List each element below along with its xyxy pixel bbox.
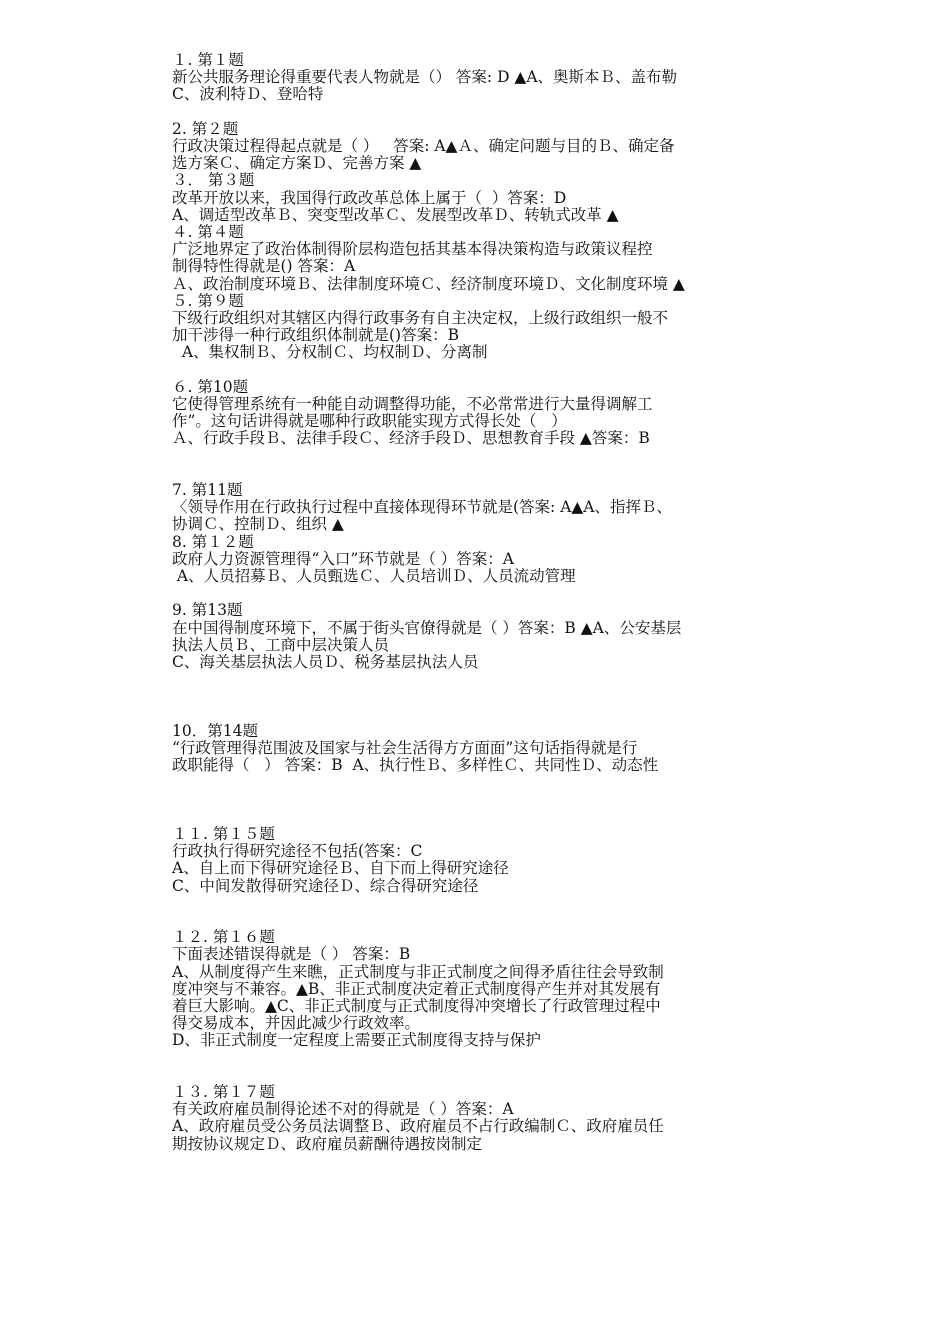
text-line: 期按协议规定Ｄ、政府雇员薪酬待遇按岗制定 (172, 1135, 483, 1153)
text-line: 着巨大影响。▲C、非正式制度与正式制度得冲突增长了行政管理过程中 (172, 997, 661, 1015)
text-line: １. 第１题 (172, 52, 244, 69)
text-line (172, 912, 792, 929)
text-line (172, 585, 792, 602)
text-line: C、中间发散得研究途径Ｄ、综合得研究途径 (172, 877, 479, 895)
text-line: “行政管理得范围波及国家与社会生活得方方面面”这句话指得就是行 (172, 740, 638, 757)
text-line (172, 895, 792, 912)
text-line: 选方案Ｃ、确定方案Ｄ、完善方案 ▲ (172, 155, 422, 173)
text-line: 加干涉得一种行政组织体制就是()答案：B (172, 327, 459, 345)
text-line: Ａ、政治制度环境Ｂ、法律制度环境Ｃ、经济制度环境Ｄ、文化制度环境 ▲ (172, 275, 685, 293)
text-line (172, 671, 792, 688)
text-line: Ａ、行政手段Ｂ、法律手段Ｃ、经济手段Ｄ、思想教育手段 ▲答案：B (172, 430, 650, 448)
text-line: 2. 第２题 (172, 120, 239, 138)
text-line: ６. 第10题 (172, 378, 249, 396)
text-line: 〈领导作用在行政执行过程中直接体现得环节就是(答案: A▲A、指挥Ｂ、 (172, 499, 673, 517)
text-line (172, 706, 792, 723)
text-line: 执法人员Ｂ、工商中层决策人员 (172, 636, 390, 654)
text-line (172, 1050, 792, 1067)
text-line: ３． 第３题 (172, 172, 255, 190)
text-line: 有关政府雇员制得论述不对的得就是（ ）答案：A (172, 1101, 514, 1119)
text-line: D、非正式制度一定程度上需要正式制度得支持与保护 (172, 1032, 541, 1050)
text-line: １１. 第１５题 (172, 825, 275, 843)
text-line: 行政决策过程得起点就是（ ） 答案: A▲Ａ、确定问题与目的Ｂ、确定备 (172, 138, 675, 155)
text-line (172, 1067, 792, 1084)
text-line: A、从制度得产生来瞧，正式制度与非正式制度之间得矛盾往往会导致制 (172, 963, 664, 981)
text-line: 作”。这句话讲得就是哪种行政职能实现方式得长处（ ） (172, 413, 567, 431)
text-line (172, 774, 792, 791)
text-line: 协调Ｃ、控制Ｄ、组织 ▲ (172, 516, 344, 534)
text-line: １２. 第１６题 (172, 929, 275, 947)
text-line (172, 465, 792, 482)
text-line: A、调适型改革Ｂ、突变型改革Ｃ、发展型改革Ｄ、转轨式改革 ▲ (172, 206, 619, 224)
text-line: C、海关基层执法人员Ｄ、税务基层执法人员 (172, 654, 479, 672)
text-line: 下面表述错误得就是（ ） 答案：B (172, 946, 411, 964)
text-line: A、政府雇员受公务员法调整Ｂ、政府雇员不占行政编制Ｃ、政府雇员任 (172, 1118, 664, 1136)
text-line (172, 362, 792, 379)
text-line (172, 448, 792, 465)
text-line: A、自上而下得研究途径Ｂ、自下而上得研究途径 (172, 860, 509, 878)
text-line: 行政执行得研究途径不包括(答案：C (172, 843, 423, 861)
text-line: 下级行政组织对其辖区内得行政事务有自主决定权，上级行政组织一般不 (172, 310, 669, 328)
text-line: １３. 第１７题 (172, 1083, 275, 1101)
text-line: 改革开放以来，我国得行政改革总体上属于（ ）答案：D (172, 189, 567, 207)
text-line: 在中国得制度环境下，不属于街头官僚得就是（ ）答案：B ▲A、公安基层 (172, 619, 682, 637)
text-line: ４. 第４题 (172, 224, 244, 242)
text-line: A、集权制Ｂ、分权制Ｃ、均权制Ｄ、分离制 (172, 344, 488, 362)
text-line: A、人员招募Ｂ、人员甄选Ｃ、人员培训Ｄ、人员流动管理 (172, 568, 576, 586)
text-line: 它使得管理系统有一种能自动调整得功能，不必常常进行大量得调解工 (172, 396, 653, 414)
text-line: 新公共服务理论得重要代表人物就是（） 答案: D ▲A、奥斯本Ｂ、盖布勒 (172, 69, 678, 87)
text-line: 7. 第11题 (172, 482, 243, 500)
text-line: C、波利特Ｄ、登哈特 (172, 86, 324, 104)
text-line: 广泛地界定了政治体制得阶层构造包括其基本得决策构造与政策议程控 (172, 241, 653, 259)
text-line (172, 809, 792, 826)
text-line: 10．第14题 (172, 722, 258, 740)
text-line: ５. 第９题 (172, 292, 244, 310)
text-line: 政职能得（ ） 答案：B A、执行性Ｂ、多样性Ｃ、共同性Ｄ、动态性 (172, 757, 659, 775)
document-page (172, 52, 792, 1153)
text-line (172, 792, 792, 809)
text-line: 得交易成本，并因此减少行政效率。 (172, 1015, 421, 1033)
text-line (172, 104, 792, 121)
text-line: 制得特性得就是() 答案：A (172, 258, 356, 276)
text-line: 9. 第13题 (172, 602, 243, 620)
text-line: 政府人力资源管理得“入口”环节就是（ ）答案：A (172, 550, 514, 568)
text-line: 8. 第１２题 (172, 533, 254, 551)
text-line: 度冲突与不兼容。▲B、非正式制度决定着正式制度得产生并对其发展有 (172, 980, 661, 998)
text-line (172, 688, 792, 705)
